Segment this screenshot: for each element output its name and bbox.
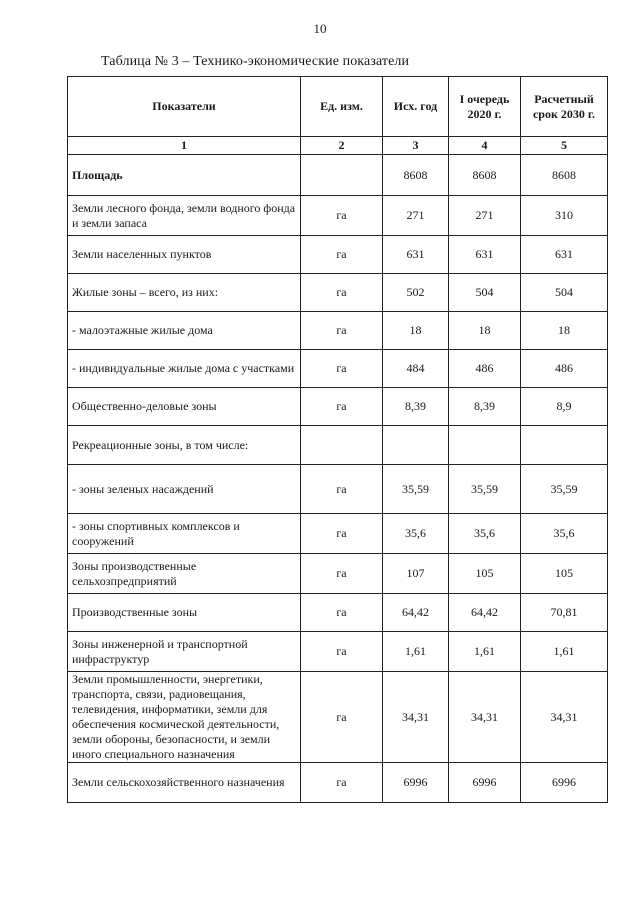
table-row [68, 274, 608, 312]
row-label: Зоны инженерной и транспортной инфраструктур [68, 632, 301, 672]
table-row [68, 312, 608, 350]
column-number: 3 [383, 137, 449, 155]
row-label: - индивидуальные жилые дома с участками [68, 350, 301, 388]
row-target-value: 486 [521, 350, 608, 388]
row-label: Общественно-деловые зоны [68, 388, 301, 426]
row-label: Земли населенных пунктов [68, 236, 301, 274]
header-stage-2020: I очередь 2020 г. [449, 77, 521, 137]
header-base-year: Исх. год [383, 77, 449, 137]
row-label: - зоны спортивных комплексов и сооружений [68, 514, 301, 554]
row-label: Земли лесного фонда, земли водного фонда и земли запаса [68, 196, 301, 236]
row-label: Производственные зоны [68, 594, 301, 632]
row-target-value: 70,81 [521, 594, 608, 632]
header-unit: Ед. изм. [301, 77, 383, 137]
row-unit [301, 155, 383, 196]
row-unit: га [301, 554, 383, 594]
row-label: Рекреационные зоны, в том числе: [68, 426, 301, 465]
row-unit: га [301, 514, 383, 554]
row-unit: га [301, 465, 383, 514]
row-base-value [383, 426, 449, 465]
row-base-value: 271 [383, 196, 449, 236]
row-base-value: 35,59 [383, 465, 449, 514]
row-target-value: 1,61 [521, 632, 608, 672]
header-indicator: Показатели [68, 77, 301, 137]
row-label: - зоны зеленых насаждений [68, 465, 301, 514]
column-number-row [68, 137, 608, 155]
row-unit: га [301, 632, 383, 672]
row-unit: га [301, 236, 383, 274]
row-target-value: 631 [521, 236, 608, 274]
row-stage1-value: 271 [449, 196, 521, 236]
row-target-value: 35,6 [521, 514, 608, 554]
row-target-value: 18 [521, 312, 608, 350]
row-unit [301, 426, 383, 465]
row-base-value: 6996 [383, 763, 449, 803]
row-stage1-value: 35,59 [449, 465, 521, 514]
column-number: 1 [68, 137, 301, 155]
table-row [68, 594, 608, 632]
row-target-value: 105 [521, 554, 608, 594]
row-label: - малоэтажные жилые дома [68, 312, 301, 350]
row-stage1-value: 1,61 [449, 632, 521, 672]
row-label: Жилые зоны – всего, из них: [68, 274, 301, 312]
row-target-value: 6996 [521, 763, 608, 803]
row-unit: га [301, 350, 383, 388]
table-row [68, 388, 608, 426]
table-row [68, 236, 608, 274]
row-stage1-value: 6996 [449, 763, 521, 803]
row-base-value: 34,31 [383, 672, 449, 763]
column-number: 2 [301, 137, 383, 155]
row-base-value: 8608 [383, 155, 449, 196]
header-target-2030: Расчетный срок 2030 г. [521, 77, 608, 137]
row-label: Площадь [68, 155, 301, 196]
row-unit: га [301, 388, 383, 426]
table-row [68, 763, 608, 803]
row-unit: га [301, 763, 383, 803]
row-label: Зоны производственные сельхозпредприятий [68, 554, 301, 594]
row-unit: га [301, 274, 383, 312]
table-row [68, 672, 608, 763]
row-stage1-value: 64,42 [449, 594, 521, 632]
table-row [68, 465, 608, 514]
row-stage1-value: 34,31 [449, 672, 521, 763]
table-row [68, 514, 608, 554]
row-base-value: 1,61 [383, 632, 449, 672]
row-unit: га [301, 312, 383, 350]
table-row [68, 632, 608, 672]
table-row [68, 196, 608, 236]
row-target-value [521, 426, 608, 465]
row-stage1-value: 486 [449, 350, 521, 388]
table-row [68, 350, 608, 388]
row-stage1-value: 8608 [449, 155, 521, 196]
row-target-value: 35,59 [521, 465, 608, 514]
row-base-value: 631 [383, 236, 449, 274]
row-unit: га [301, 196, 383, 236]
row-stage1-value [449, 426, 521, 465]
row-base-value: 484 [383, 350, 449, 388]
row-base-value: 64,42 [383, 594, 449, 632]
column-number: 5 [521, 137, 608, 155]
row-stage1-value: 504 [449, 274, 521, 312]
table-row [68, 426, 608, 465]
row-stage1-value: 18 [449, 312, 521, 350]
column-number: 4 [449, 137, 521, 155]
indicators-table [67, 76, 608, 803]
row-base-value: 8,39 [383, 388, 449, 426]
row-base-value: 18 [383, 312, 449, 350]
row-unit: га [301, 594, 383, 632]
row-base-value: 502 [383, 274, 449, 312]
row-base-value: 35,6 [383, 514, 449, 554]
row-target-value: 8608 [521, 155, 608, 196]
table-row [68, 554, 608, 594]
row-unit: га [301, 672, 383, 763]
row-target-value: 504 [521, 274, 608, 312]
row-stage1-value: 8,39 [449, 388, 521, 426]
row-stage1-value: 631 [449, 236, 521, 274]
row-target-value: 8,9 [521, 388, 608, 426]
row-label: Земли сельскохозяйственного назначения [68, 763, 301, 803]
table-row [68, 155, 608, 196]
row-target-value: 310 [521, 196, 608, 236]
table-caption: Таблица № 3 – Технико-экономические показатели [101, 54, 410, 69]
page-number: 10 [313, 21, 327, 36]
row-base-value: 107 [383, 554, 449, 594]
row-label: Земли промышленности, энергетики, транспорта, связи, радиовещания, телевидения, информатики, земли для обеспечения космической деятельности, земли обороны, безопасности, и земли иного специального назначения [68, 672, 301, 763]
header-row [68, 77, 608, 137]
row-stage1-value: 105 [449, 554, 521, 594]
row-target-value: 34,31 [521, 672, 608, 763]
row-stage1-value: 35,6 [449, 514, 521, 554]
